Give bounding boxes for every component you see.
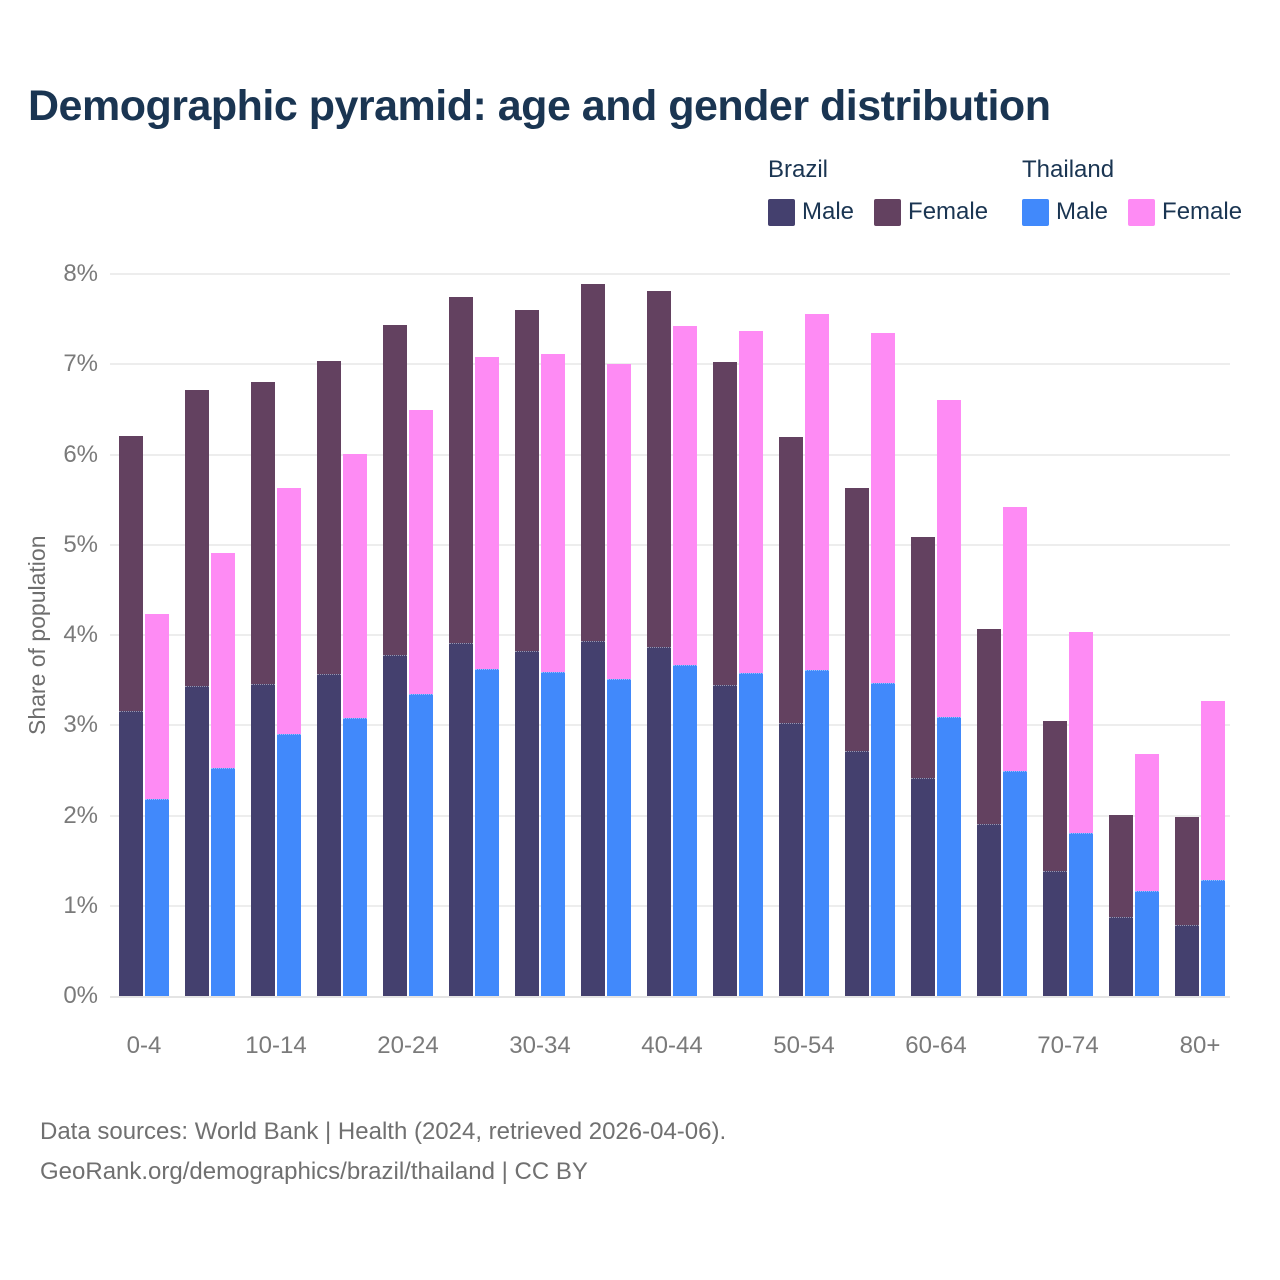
y-tick-label-6pct: 6%: [63, 440, 98, 468]
legend-group-thailand: [1022, 156, 1242, 226]
bar-segment-brazil-5-9-male: [185, 686, 209, 996]
bar-brazil-65-69: [977, 629, 1001, 996]
y-axis-labels: [0, 260, 98, 1009]
bar-segment-thailand-20-24-female: [409, 410, 433, 694]
bar-segment-thailand-45-49-female: [739, 331, 763, 673]
bar-segment-brazil-5-9-female: [185, 390, 209, 686]
bar-segment-brazil-45-49-female: [713, 362, 737, 685]
bar-thailand-55-59: [871, 333, 895, 996]
bar-segment-thailand-0-4-female: [145, 614, 169, 799]
footer: [40, 1112, 726, 1192]
legend-item-thailand-female: [1128, 198, 1242, 226]
bar-segment-thailand-25-29-male: [475, 669, 499, 996]
bar-brazil-5-9: [185, 390, 209, 996]
bar-segment-thailand-70-74-male: [1069, 833, 1093, 996]
bar-segment-brazil-75-79-male: [1109, 917, 1133, 996]
bar-segment-brazil-25-29-male: [449, 643, 473, 996]
bar-brazil-45-49: [713, 362, 737, 996]
gridline-8pct: [110, 273, 1230, 275]
bar-segment-brazil-60-64-male: [911, 778, 935, 996]
bar-segment-thailand-0-4-male: [145, 799, 169, 996]
legend-swatch-thailand-female: [1128, 199, 1155, 226]
bar-brazil-15-19: [317, 361, 341, 996]
footer-source-line: Data sources: World Bank | Health (2024, retrieved 2026-04-06).: [40, 1118, 727, 1145]
bar-thailand-75-79: [1135, 754, 1159, 996]
bar-segment-thailand-75-79-female: [1135, 754, 1159, 891]
bar-segment-brazil-10-14-male: [251, 684, 275, 996]
x-tick-label-10-14: 10-14: [245, 1032, 307, 1059]
bar-segment-thailand-10-14-male: [277, 734, 301, 996]
legend-group-title-thailand: Thailand: [1022, 156, 1115, 183]
bar-segment-brazil-15-19-male: [317, 674, 341, 996]
bar-thailand-10-14: [277, 488, 301, 996]
bar-segment-brazil-45-49-male: [713, 685, 737, 996]
bar-segment-brazil-15-19-female: [317, 361, 341, 673]
bar-segment-thailand-50-54-female: [805, 314, 829, 670]
bar-thailand-20-24: [409, 410, 433, 996]
bar-segment-thailand-5-9-female: [211, 553, 235, 768]
legend-swatch-brazil-female: [874, 199, 901, 226]
legend-group-brazil: [768, 156, 988, 226]
bar-thailand-35-39: [607, 364, 631, 996]
bar-segment-thailand-35-39-male: [607, 679, 631, 996]
bar-thailand-0-4: [145, 614, 169, 996]
x-tick-label-80-: 80+: [1179, 1032, 1221, 1059]
y-tick-label-4pct: 4%: [63, 621, 98, 648]
bar-segment-brazil-20-24-female: [383, 325, 407, 654]
x-tick-label-0-4: 0-4: [126, 1032, 162, 1059]
bar-segment-brazil-80--female: [1175, 817, 1199, 924]
bar-segment-thailand-60-64-male: [937, 717, 961, 996]
bar-segment-brazil-0-4-female: [119, 436, 143, 710]
bar-segment-brazil-65-69-male: [977, 824, 1001, 996]
y-tick-label-3pct: 3%: [63, 711, 98, 739]
x-tick-label-40-44: 40-44: [641, 1032, 703, 1059]
legend-label-thailand-male: Male: [1056, 198, 1109, 225]
bar-thailand-15-19: [343, 454, 367, 996]
bar-segment-thailand-45-49-male: [739, 673, 763, 996]
bar-brazil-60-64: [911, 537, 935, 996]
bar-thailand-5-9: [211, 553, 235, 996]
bar-thailand-30-34: [541, 354, 565, 996]
bar-segment-brazil-20-24-male: [383, 655, 407, 996]
bar-brazil-55-59: [845, 488, 869, 996]
bar-segment-thailand-30-34-female: [541, 354, 565, 672]
bar-brazil-70-74: [1043, 721, 1067, 996]
bar-segment-thailand-55-59-female: [871, 333, 895, 682]
bar-segment-thailand-75-79-male: [1135, 891, 1159, 996]
x-tick-label-70-74: 70-74: [1037, 1032, 1099, 1059]
bar-segment-thailand-80--female: [1201, 701, 1225, 881]
legend-label-brazil-female: Female: [908, 198, 989, 225]
bar-segment-brazil-75-79-female: [1109, 815, 1133, 917]
bar-segment-thailand-10-14-female: [277, 488, 301, 734]
bar-thailand-40-44: [673, 326, 697, 996]
bar-segment-brazil-30-34-female: [515, 310, 539, 651]
bar-segment-thailand-25-29-female: [475, 357, 499, 669]
bar-thailand-65-69: [1003, 507, 1027, 996]
bar-brazil-25-29: [449, 297, 473, 996]
legend-item-thailand-male: [1022, 198, 1108, 226]
legend-swatch-thailand-male: [1022, 199, 1049, 226]
bar-segment-thailand-50-54-male: [805, 670, 829, 996]
legend-label-brazil-male: Male: [802, 198, 855, 225]
bar-segment-thailand-15-19-female: [343, 454, 367, 718]
legend-item-brazil-female: [874, 198, 988, 226]
y-tick-label-5pct: 5%: [63, 530, 98, 558]
bar-segment-brazil-65-69-female: [977, 629, 1001, 825]
bar-segment-brazil-40-44-female: [647, 291, 671, 647]
bar-segment-brazil-25-29-female: [449, 297, 473, 643]
bar-segment-brazil-30-34-male: [515, 651, 539, 996]
bar-segment-brazil-35-39-female: [581, 284, 605, 641]
bar-thailand-50-54: [805, 314, 829, 996]
y-tick-label-8pct: 8%: [63, 260, 98, 287]
bar-brazil-20-24: [383, 325, 407, 996]
bar-segment-brazil-55-59-male: [845, 751, 869, 996]
bar-brazil-40-44: [647, 291, 671, 996]
bar-segment-thailand-40-44-female: [673, 326, 697, 664]
bar-segment-brazil-60-64-female: [911, 537, 935, 778]
y-tick-label-1pct: 1%: [63, 891, 98, 919]
y-axis-title: Share of population: [24, 535, 50, 735]
bar-segment-thailand-60-64-female: [937, 400, 961, 717]
y-tick-label-0pct: 0%: [63, 982, 98, 1009]
x-tick-label-20-24: 20-24: [377, 1032, 439, 1059]
bar-segment-thailand-35-39-female: [607, 364, 631, 679]
bar-segment-thailand-40-44-male: [673, 665, 697, 996]
page-title: Demographic pyramid: age and gender distribution: [28, 82, 1051, 130]
bar-segment-thailand-65-69-male: [1003, 771, 1027, 996]
x-tick-label-30-34: 30-34: [509, 1032, 571, 1059]
bar-segment-brazil-10-14-female: [251, 382, 275, 683]
bar-segment-brazil-40-44-male: [647, 647, 671, 996]
bar-segment-thailand-70-74-female: [1069, 632, 1093, 832]
y-tick-label-7pct: 7%: [63, 350, 98, 378]
bar-segment-brazil-80--male: [1175, 925, 1199, 996]
x-axis-labels: [110, 1032, 1230, 1068]
bar-brazil-30-34: [515, 310, 539, 996]
plot-area: [110, 274, 1230, 998]
bar-segment-brazil-50-54-female: [779, 437, 803, 723]
bar-brazil-10-14: [251, 382, 275, 996]
bar-segment-brazil-0-4-male: [119, 711, 143, 996]
bar-brazil-80-: [1175, 817, 1199, 996]
bar-thailand-80-: [1201, 701, 1225, 996]
legend-item-brazil-male: [768, 198, 854, 226]
bar-segment-thailand-65-69-female: [1003, 507, 1027, 771]
bar-segment-brazil-70-74-female: [1043, 721, 1067, 872]
bar-brazil-0-4: [119, 436, 143, 996]
bar-thailand-45-49: [739, 331, 763, 996]
y-tick-label-2pct: 2%: [63, 801, 98, 829]
legend-label-thailand-female: Female: [1162, 198, 1243, 225]
bar-segment-thailand-15-19-male: [343, 718, 367, 996]
bar-thailand-60-64: [937, 400, 961, 996]
bar-segment-thailand-80--male: [1201, 880, 1225, 996]
bar-segment-thailand-5-9-male: [211, 768, 235, 996]
bar-thailand-25-29: [475, 357, 499, 996]
bar-segment-thailand-20-24-male: [409, 694, 433, 996]
bar-thailand-70-74: [1069, 632, 1093, 996]
bar-brazil-50-54: [779, 437, 803, 996]
x-tick-label-60-64: 60-64: [905, 1032, 967, 1059]
bar-brazil-75-79: [1109, 815, 1133, 996]
x-tick-label-50-54: 50-54: [773, 1032, 835, 1059]
bar-segment-brazil-70-74-male: [1043, 871, 1067, 996]
bar-segment-thailand-55-59-male: [871, 683, 895, 996]
legend-group-title-brazil: Brazil: [768, 156, 829, 183]
bar-segment-brazil-35-39-male: [581, 641, 605, 996]
bar-segment-thailand-30-34-male: [541, 672, 565, 996]
bar-segment-brazil-50-54-male: [779, 723, 803, 996]
bar-brazil-35-39: [581, 284, 605, 996]
footer-attribution-line: GeoRank.org/demographics/brazil/thailand | CC BY: [40, 1158, 588, 1185]
bar-segment-brazil-55-59-female: [845, 488, 869, 752]
legend-swatch-brazil-male: [768, 199, 795, 226]
